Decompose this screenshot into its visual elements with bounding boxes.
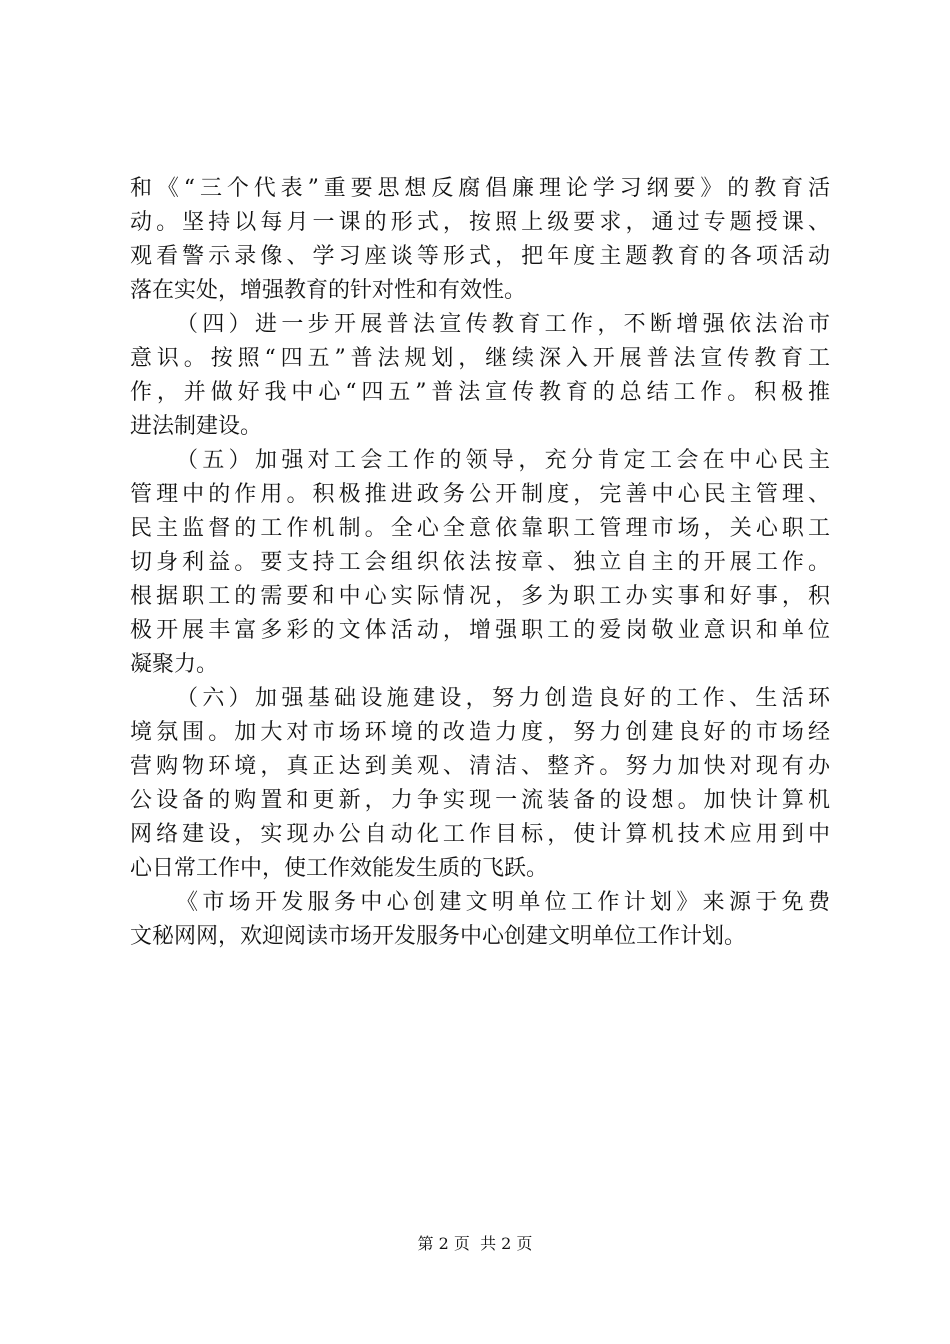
paragraph-line: 公设备的购置和更新，力争实现一流装备的设想。加快计算机	[130, 788, 830, 813]
paragraph-1	[130, 172, 830, 308]
page-number-footer: 第 2 页 共 2 页	[417, 1234, 533, 1253]
paragraph-line: 动。坚持以每月一课的形式，按照上级要求，通过专题授课、	[130, 210, 830, 235]
document-body	[130, 172, 830, 954]
paragraph-line: 极开展丰富多彩的文体活动，增强职工的爱岗敬业意识和单位	[130, 618, 830, 643]
paragraph-4	[130, 682, 830, 886]
paragraph-line: 民主监督的工作机制。全心全意依靠职工管理市场，关心职工	[130, 516, 830, 541]
paragraph-line: 根据职工的需要和中心实际情况，多为职工办实事和好事，积	[130, 584, 830, 609]
paragraph-line: 心日常工作中，使工作效能发生质的飞跃。	[130, 856, 549, 881]
paragraph-line: 意识。按照“四五”普法规划，继续深入开展普法宣传教育工	[130, 346, 830, 371]
paragraph-3	[130, 444, 830, 682]
paragraph-line: 营购物环境，真正达到美观、清洁、整齐。努力加快对现有办	[130, 754, 830, 779]
paragraph-line: 《市场开发服务中心创建文明单位工作计划》来源于免费	[176, 890, 830, 915]
source-note	[130, 886, 830, 954]
paragraph-2	[130, 308, 830, 444]
paragraph-line: 境氛围。加大对市场环境的改造力度，努力创建良好的市场经	[130, 720, 830, 745]
paragraph-line: 和《“三个代表”重要思想反腐倡廉理论学习纲要》的教育活	[130, 176, 830, 201]
paragraph-line: 切身利益。要支持工会组织依法按章、独立自主的开展工作。	[130, 550, 830, 575]
paragraph-line: （四）进一步开展普法宣传教育工作，不断增强依法治市	[176, 312, 830, 337]
paragraph-line: 网络建设，实现办公自动化工作目标，使计算机技术应用到中	[130, 822, 830, 847]
paragraph-line: 管理中的作用。积极推进政务公开制度，完善中心民主管理、	[130, 482, 830, 507]
paragraph-line: （五）加强对工会工作的领导，充分肯定工会在中心民主	[176, 448, 830, 473]
paragraph-line: 凝聚力。	[130, 652, 219, 677]
paragraph-line: 观看警示录像、学习座谈等形式，把年度主题教育的各项活动	[130, 244, 830, 269]
paragraph-line: 进法制建设。	[130, 414, 263, 439]
paragraph-line: 作，并做好我中心“四五”普法宣传教育的总结工作。积极推	[130, 380, 830, 405]
paragraph-line: 文秘网网，欢迎阅读市场开发服务中心创建文明单位工作计划。	[130, 924, 747, 949]
paragraph-line: （六）加强基础设施建设，努力创造良好的工作、生活环	[176, 686, 830, 711]
paragraph-line: 落在实处，增强教育的针对性和有效性。	[130, 278, 527, 303]
